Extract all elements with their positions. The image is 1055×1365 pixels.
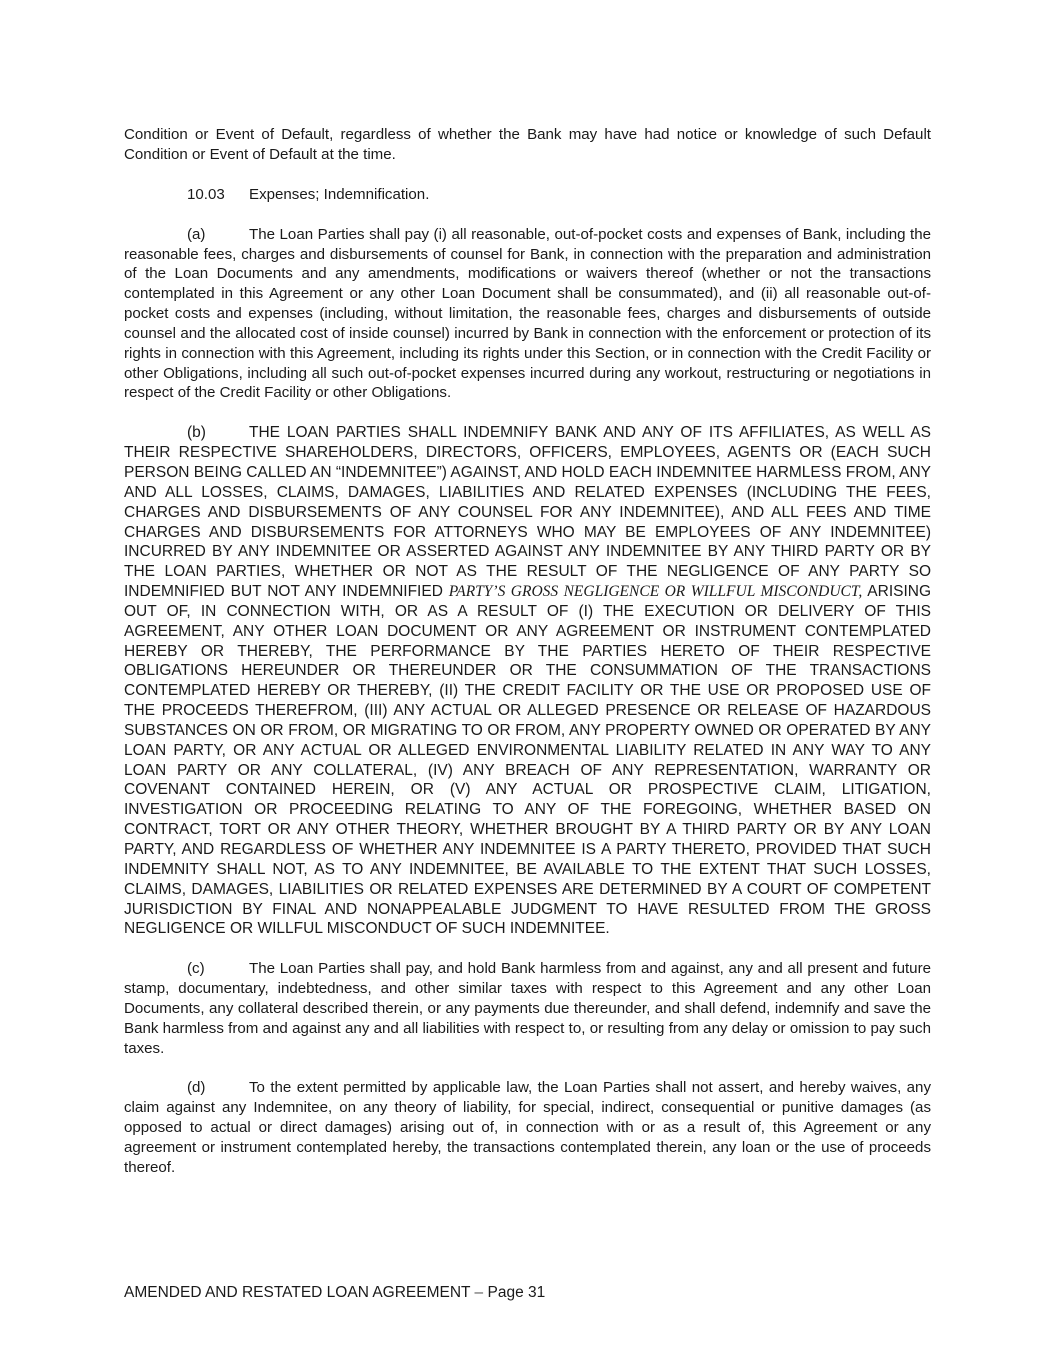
paragraph-b-text: THE LOAN PARTIES SHALL INDEMNIFY BANK AND ANY OF ITS AFFILIATES, AS WELL AS THEIR RESPECTIVE SHAREHOLDERS, DIRECTORS, OFFICERS, EMPLOYEES, AGENTS OR (EACH SUCH PERSON BEING CALLED AN “INDEMNITEE”) AGAINST, AND HOLD EACH INDEMNITEE HARMLESS FROM, ANY AND ALL LOSSES, CLAIMS, DAMAGES, LIABILITIES AND RELATED EXPENSES (INCLUDING THE FEES, CHARGES AND DISBURSEMENTS OF ANY COUNSEL FOR ANY INDEMNITEE), AND ALL FEES AND TIME CHARGES AND DISBURSEMENTS FOR ATTORNEYS WHO MAY BE EMPLOYEES OF ANY INDEMNITEE) INCURRED BY ANY INDEMNITEE OR ASSERTED AGAINST ANY INDEMNITEE BY ANY THIRD PARTY OR BY THE LOAN PARTIES, WHETHER OR NOT AS THE RESULT OF THE NEGLIGENCE OF ANY PARTY SO INDEMNIFIED BUT NOT ANY INDEMNIFIED [124,424,932,601]
paragraph-b-text-continued: ARISING OUT OF, IN CONNECTION WITH, OR AS A RESULT OF (I) THE EXECUTION OR DELIVERY OF THIS AGREEMENT, ANY OTHER LOAN DOCUMENT OR ANY AGREEMENT OR INSTRUMENT CONTEMPLATED HEREBY OR THEREBY, THE PERFORMANCE BY THE PARTIES HERETO OF THEIR RESPECTIVE OBLIGATIONS HEREUNDER OR THEREUNDER OR THE CONSUMMATION OF THE TRANSACTIONS CONTEMPLATED HEREBY OR THEREBY, (II) THE CREDIT FACILITY OR THE USE OR PROPOSED USE OF THE PROCEEDS THEREFROM, (III) ANY ACTUAL OR ALLEGED PRESENCE OR RELEASE OF HAZARDOUS SUBSTANCES ON OR FROM, OR MIGRATING TO OR FROM, ANY PROPERTY OWNED OR OPERATED BY ANY LOAN PARTY, OR ANY ACTUAL OR ALLEGED ENVIRONMENTAL LIABILITY RELATED IN ANY WAY TO ANY LOAN PARTY OR ANY COLLATERAL, (IV) ANY BREACH OF ANY REPRESENTATION, WARRANTY OR COVENANT CONTAINED HEREIN, OR (V) ANY ACTUAL OR PROSPECTIVE CLAIM, LITIGATION, INVESTIGATION OR PROCEEDING RELATING TO ANY OF THE FOREGOING, WHETHER BASED ON CONTRACT, TORT OR ANY OTHER THEORY, WHETHER BROUGHT BY A THIRD PARTY OR BY ANY LOAN PARTY, AND REGARDLESS OF WHETHER ANY INDEMNITEE IS A PARTY THERETO, PROVIDED THAT SUCH INDEMNITY SHALL NOT, AS TO ANY INDEMNITEE, BE AVAILABLE TO THE EXTENT THAT SUCH LOSSES, CLAIMS, DAMAGES, LIABILITIES OR RELATED EXPENSES ARE DETERMINED BY A COURT OF COMPETENT JURISDICTION BY FINAL AND NONAPPEALABLE JUDGMENT TO HAVE RESULTED FROM THE GROSS NEGLIGENCE OR WILLFUL MISCONDUCT OF SUCH INDEMNITEE. [124,583,932,938]
footer-separator: – [474,1284,484,1301]
footer-page-number: Page 31 [487,1284,546,1301]
paragraph-c-text: The Loan Parties shall pay, and hold Bank harmless from and against, any and all present and future stamp, documentary, indebtedness, and other similar taxes with respect to this Agreement and any other Loan Documents, any collateral described therein, or any payments due thereunder, and shall defend, indemnify and save the Bank harmless from and against any and all liabilities with respect to, or resulting from any delay or omission to pay such taxes. [124,960,931,1057]
paragraph-c [124,959,931,1058]
paragraph-b-italic-text: PARTY’S GROSS NEGLIGENCE OR WILLFUL MISCONDUCT, [448,583,863,601]
section-title: Expenses; Indemnification. [249,185,430,203]
paragraph-a [124,225,931,404]
section-number: 10.03 [187,185,225,203]
paragraph-d [124,1078,931,1177]
page-footer [124,1283,545,1303]
paragraph-a-text: The Loan Parties shall pay (i) all reasonable, out-of-pocket costs and expenses of Bank, including the reasonable fees, charges and disbursements of counsel for Bank, in connection with the preparation and administration of the Loan Documents and any amendments, modifications or waivers thereof (whether or not the transactions contemplated in this Agreement or any other Loan Document shall be consummated), and (ii) all reasonable out-of-pocket costs and expenses (including, without limitation, the reasonable fees, charges and disbursements of outside counsel and the allocated cost of inside counsel) incurred by Bank in connection with the enforcement or protection of its rights in connection with this Agreement, including its rights under this Section, or in connection with the Credit Facility or other Obligations, including all such out-of-pocket expenses incurred during any workout, restructuring or negotiations in respect of the Credit Facility or other Obligations. [124,225,931,402]
paragraph-d-label: (d) [187,1079,206,1097]
paragraph-c-label: (c) [187,960,205,978]
paragraph-d-text: To the extent permitted by applicable law, the Loan Parties shall not assert, and hereby waives, any claim against any Indemnitee, on any theory of liability, for special, indirect, consequential or punitive damages (as opposed to actual or direct damages) arising out of, in connection with or as a result of, this Agreement or any agreement or instrument contemplated hereby, the transactions contemplated therein, any loan or the use of proceeds thereof. [124,1079,931,1176]
paragraph-b [124,423,931,939]
paragraph-b-label: (b) [187,424,206,442]
continuation-paragraph: Condition or Event of Default, regardless of whether the Bank may have had notice or knowledge of such Default Condition or Event of Default at the time. [124,126,931,163]
footer-title: AMENDED AND RESTATED LOAN AGREEMENT [124,1284,471,1301]
paragraph-a-label: (a) [187,225,206,243]
page-body [124,125,931,1178]
section-heading [124,185,931,205]
